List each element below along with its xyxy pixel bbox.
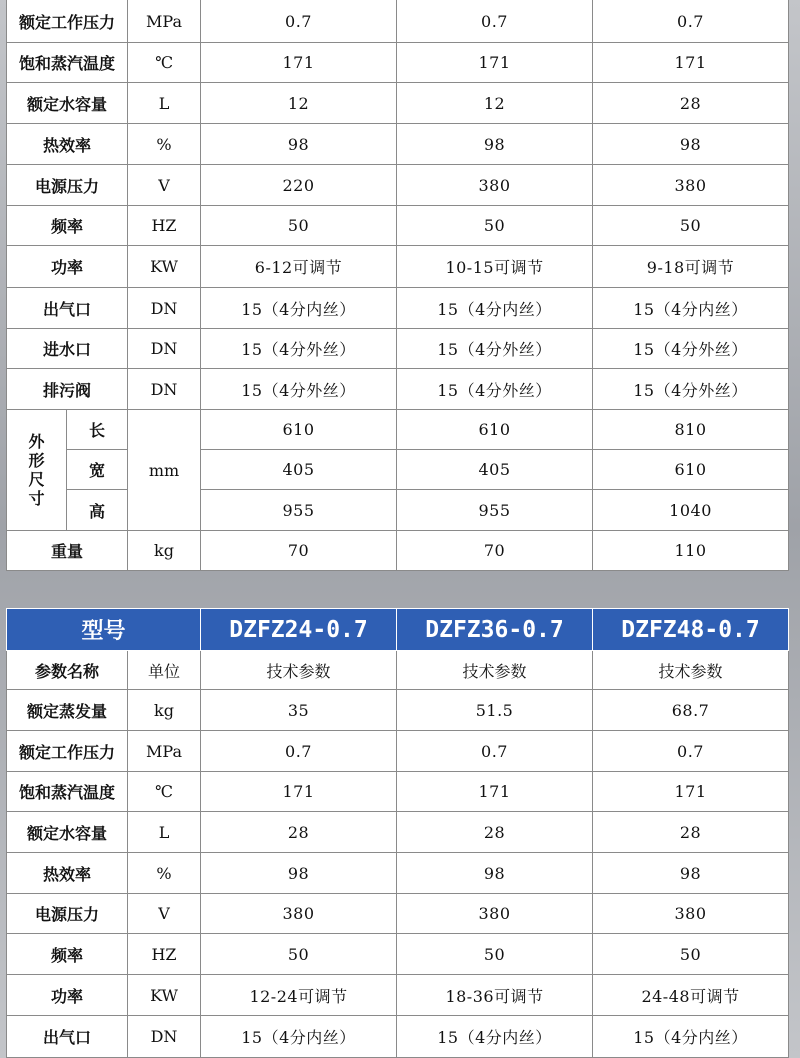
value-cell: 1040 <box>593 490 789 531</box>
value-cell: 171 <box>397 772 593 812</box>
param-name: 饱和蒸汽温度 <box>7 43 128 83</box>
model-header-row <box>7 609 789 651</box>
param-name: 出气口 <box>7 1016 128 1058</box>
value-cell: 380 <box>397 894 593 934</box>
value-cell: 28 <box>201 812 397 853</box>
unit-cell: kg <box>128 531 201 571</box>
tech-param-header: 技术参数 <box>397 651 593 690</box>
value-cell: 28 <box>593 83 789 124</box>
value-cell: 15（4分外丝） <box>397 329 593 369</box>
param-name: 排污阀 <box>7 369 128 410</box>
value-cell: 380 <box>397 165 593 206</box>
unit-cell: % <box>128 853 201 894</box>
value-cell: 12 <box>201 83 397 124</box>
value-cell: 171 <box>593 43 789 83</box>
unit-cell: DN <box>128 329 201 369</box>
value-cell: 405 <box>397 450 593 490</box>
value-cell: 220 <box>201 165 397 206</box>
value-cell: 15（4分外丝） <box>201 329 397 369</box>
value-cell: 15（4分内丝） <box>397 288 593 329</box>
unit-cell: HZ <box>128 206 201 246</box>
value-cell: 24-48可调节 <box>593 975 789 1016</box>
model-name: DZFZ24-0.7 <box>201 609 397 651</box>
table-row <box>7 853 789 894</box>
param-name: 重量 <box>7 531 128 571</box>
unit-cell: MPa <box>128 0 201 43</box>
value-cell: 12 <box>397 83 593 124</box>
value-cell: 405 <box>201 450 397 490</box>
value-cell: 171 <box>201 43 397 83</box>
weight-row <box>7 531 789 571</box>
dimension-row <box>7 490 789 531</box>
dimensions-label-char: 形 <box>28 451 45 470</box>
value-cell: 15（4分内丝） <box>201 288 397 329</box>
tech-param-header: 技术参数 <box>201 651 397 690</box>
spec-table-top-body <box>7 0 789 571</box>
spec-table-bottom-body <box>7 609 789 1058</box>
value-cell: 110 <box>593 531 789 571</box>
param-name: 额定蒸发量 <box>7 690 128 731</box>
param-name: 频率 <box>7 206 128 246</box>
param-name: 额定工作压力 <box>7 0 128 43</box>
value-cell: 50 <box>397 934 593 975</box>
param-name: 电源压力 <box>7 894 128 934</box>
value-cell: 15（4分外丝） <box>201 369 397 410</box>
dimension-sub-label: 高 <box>67 490 128 531</box>
value-cell: 68.7 <box>593 690 789 731</box>
value-cell: 98 <box>201 124 397 165</box>
unit-cell: KW <box>128 975 201 1016</box>
spec-table-bottom <box>6 608 789 1058</box>
value-cell: 50 <box>201 934 397 975</box>
value-cell: 15（4分内丝） <box>593 1016 789 1058</box>
value-cell: 0.7 <box>397 731 593 772</box>
dimensions-unit: mm <box>128 410 201 531</box>
param-name: 功率 <box>7 975 128 1016</box>
value-cell: 98 <box>397 853 593 894</box>
value-cell: 15（4分内丝） <box>397 1016 593 1058</box>
dimension-row <box>7 410 789 450</box>
table-row <box>7 206 789 246</box>
value-cell: 380 <box>593 894 789 934</box>
model-name: DZFZ36-0.7 <box>397 609 593 651</box>
value-cell: 610 <box>593 450 789 490</box>
value-cell: 0.7 <box>201 0 397 43</box>
value-cell: 955 <box>201 490 397 531</box>
param-name: 饱和蒸汽温度 <box>7 772 128 812</box>
value-cell: 955 <box>397 490 593 531</box>
unit-cell: HZ <box>128 934 201 975</box>
param-name: 出气口 <box>7 288 128 329</box>
param-name: 功率 <box>7 246 128 288</box>
table-row <box>7 288 789 329</box>
unit-cell: V <box>128 165 201 206</box>
value-cell: 50 <box>593 934 789 975</box>
table-row <box>7 934 789 975</box>
value-cell: 9-18可调节 <box>593 246 789 288</box>
table-row <box>7 975 789 1016</box>
value-cell: 70 <box>201 531 397 571</box>
value-cell: 70 <box>397 531 593 571</box>
table-row <box>7 329 789 369</box>
param-name: 额定水容量 <box>7 812 128 853</box>
value-cell: 15（4分外丝） <box>593 329 789 369</box>
dimensions-label <box>7 410 67 531</box>
spec-table-top <box>6 0 789 571</box>
value-cell: 15（4分内丝） <box>593 288 789 329</box>
unit-header: 单位 <box>128 651 201 690</box>
dimension-sub-label: 宽 <box>67 450 128 490</box>
dimensions-label-char: 尺 <box>28 470 45 489</box>
unit-cell: L <box>128 812 201 853</box>
dimensions-label-char: 寸 <box>28 489 45 508</box>
value-cell: 15（4分外丝） <box>397 369 593 410</box>
dimension-sub-label: 长 <box>67 410 128 450</box>
unit-cell: ℃ <box>128 43 201 83</box>
model-header-title: 型号 <box>7 609 201 651</box>
value-cell: 50 <box>397 206 593 246</box>
value-cell: 35 <box>201 690 397 731</box>
value-cell: 15（4分内丝） <box>201 1016 397 1058</box>
table-row <box>7 83 789 124</box>
value-cell: 0.7 <box>397 0 593 43</box>
unit-cell: % <box>128 124 201 165</box>
tech-param-header: 技术参数 <box>593 651 789 690</box>
dimensions-label-char: 外 <box>28 432 45 451</box>
value-cell: 171 <box>201 772 397 812</box>
value-cell: 51.5 <box>397 690 593 731</box>
value-cell: 6-12可调节 <box>201 246 397 288</box>
table-row <box>7 165 789 206</box>
table-row <box>7 1016 789 1058</box>
value-cell: 28 <box>593 812 789 853</box>
model-name: DZFZ48-0.7 <box>593 609 789 651</box>
value-cell: 98 <box>593 124 789 165</box>
table-row <box>7 812 789 853</box>
unit-cell: V <box>128 894 201 934</box>
value-cell: 610 <box>397 410 593 450</box>
table-row <box>7 690 789 731</box>
value-cell: 380 <box>201 894 397 934</box>
table-row <box>7 369 789 410</box>
value-cell: 0.7 <box>593 0 789 43</box>
subheader-row <box>7 651 789 690</box>
value-cell: 98 <box>593 853 789 894</box>
param-name: 电源压力 <box>7 165 128 206</box>
unit-cell: ℃ <box>128 772 201 812</box>
table-row <box>7 0 789 43</box>
unit-cell: DN <box>128 369 201 410</box>
value-cell: 28 <box>397 812 593 853</box>
value-cell: 10-15可调节 <box>397 246 593 288</box>
value-cell: 810 <box>593 410 789 450</box>
param-name: 频率 <box>7 934 128 975</box>
unit-cell: MPa <box>128 731 201 772</box>
param-name-header: 参数名称 <box>7 651 128 690</box>
value-cell: 18-36可调节 <box>397 975 593 1016</box>
param-name: 进水口 <box>7 329 128 369</box>
table-row <box>7 246 789 288</box>
value-cell: 12-24可调节 <box>201 975 397 1016</box>
param-name: 额定工作压力 <box>7 731 128 772</box>
unit-cell: DN <box>128 288 201 329</box>
value-cell: 380 <box>593 165 789 206</box>
value-cell: 50 <box>593 206 789 246</box>
table-row <box>7 731 789 772</box>
param-name: 热效率 <box>7 853 128 894</box>
value-cell: 610 <box>201 410 397 450</box>
unit-cell: kg <box>128 690 201 731</box>
value-cell: 171 <box>593 772 789 812</box>
dimension-row <box>7 450 789 490</box>
value-cell: 98 <box>397 124 593 165</box>
table-row <box>7 894 789 934</box>
value-cell: 0.7 <box>593 731 789 772</box>
value-cell: 98 <box>201 853 397 894</box>
value-cell: 15（4分外丝） <box>593 369 789 410</box>
unit-cell: KW <box>128 246 201 288</box>
value-cell: 0.7 <box>201 731 397 772</box>
param-name: 热效率 <box>7 124 128 165</box>
value-cell: 50 <box>201 206 397 246</box>
value-cell: 171 <box>397 43 593 83</box>
table-row <box>7 43 789 83</box>
unit-cell: L <box>128 83 201 124</box>
param-name: 额定水容量 <box>7 83 128 124</box>
table-row <box>7 772 789 812</box>
unit-cell: DN <box>128 1016 201 1058</box>
table-row <box>7 124 789 165</box>
